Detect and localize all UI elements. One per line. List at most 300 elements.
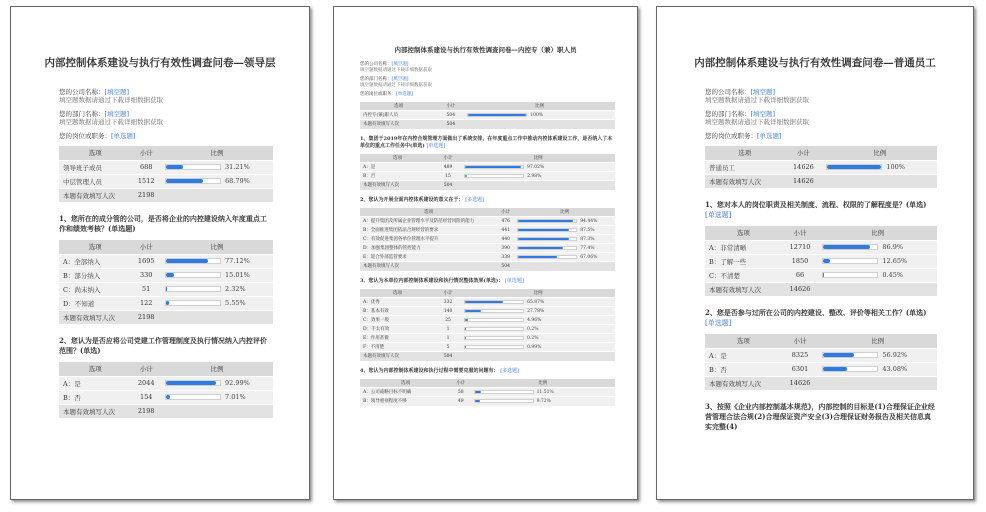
option-ratio xyxy=(161,174,273,188)
post-field: 您的岗位或职务：[单选题] xyxy=(360,92,414,97)
ratio-bar xyxy=(474,399,534,403)
option-label: D：加强集团整体的管控能力 xyxy=(360,244,497,253)
ratio-bar xyxy=(822,244,878,250)
question-title: 2、您认为是否应将公司党建工作管理制度及执行情况纳入内控评价范围？(单选) xyxy=(59,336,267,355)
option-ratio xyxy=(161,160,273,174)
option-ratio xyxy=(822,160,937,174)
ratio-percent: 7.01% xyxy=(225,393,246,401)
option-label: 领导班子成员 xyxy=(59,160,131,174)
table-row xyxy=(59,160,273,174)
ratio-percent: 100% xyxy=(886,163,905,171)
option-label: 中层管理人员 xyxy=(59,174,131,188)
ratio-bar-fill xyxy=(518,229,569,231)
ratio-percent: 12.65% xyxy=(882,257,908,265)
total-blank xyxy=(161,188,273,202)
column-header-ratio: 比例 xyxy=(471,379,615,388)
option-label: A：提升集团及所属企业管理水平及防范经营风险的能力 xyxy=(360,217,497,226)
company-note: 填空题数据请通过下载详细数据获取 xyxy=(705,96,809,104)
option-label: A：公司战略目标不明确 xyxy=(360,388,451,397)
option-ratio xyxy=(514,226,615,235)
ratio-bar-fill xyxy=(166,273,174,277)
company-field: 您的公司名称：[填空题] xyxy=(360,62,409,67)
option-label: F：不清楚 xyxy=(360,343,435,352)
ratio-bar-fill xyxy=(465,166,521,168)
option-label: B：部分纳入 xyxy=(59,268,131,282)
ratio-bar-fill xyxy=(475,391,482,393)
option-label: C：效果一般 xyxy=(360,316,435,325)
option-count: 1 xyxy=(435,334,461,343)
ratio-bar-fill xyxy=(166,381,216,385)
option-ratio xyxy=(818,254,937,268)
ratio-percent: 100% xyxy=(530,112,544,118)
ratio-bar-fill xyxy=(166,179,203,183)
question-title: 2、您认为开展全面内控体系建设的意义在于： [多选题] xyxy=(360,196,485,203)
ratio-percent: 77.12% xyxy=(225,257,250,265)
column-header-option: 选项 xyxy=(705,146,784,160)
column-header-option: 选项 xyxy=(59,362,131,376)
ratio-percent: 11.51% xyxy=(536,389,554,395)
table-row xyxy=(360,217,615,226)
total-count: 504 xyxy=(497,262,514,271)
table-row xyxy=(59,254,273,268)
ratio-bar xyxy=(464,300,524,304)
option-ratio xyxy=(161,390,273,404)
dept-field: 您的部门名称：[填空题] xyxy=(59,110,130,118)
total-count: 504 xyxy=(435,181,461,190)
option-count: 140 xyxy=(435,307,461,316)
dept-field: 您的部门名称：[填空题] xyxy=(360,77,409,82)
result-table xyxy=(705,334,937,390)
ratio-bar-fill xyxy=(823,273,824,277)
total-row xyxy=(705,282,937,296)
column-header-option: 选项 xyxy=(360,289,435,298)
ratio-percent: 87.5% xyxy=(580,227,595,233)
total-count: 2198 xyxy=(131,310,161,324)
ratio-bar xyxy=(822,272,878,278)
option-ratio xyxy=(818,240,937,254)
option-count: 2044 xyxy=(131,376,161,390)
option-count: 390 xyxy=(497,244,514,253)
table-row xyxy=(360,235,615,244)
option-ratio xyxy=(461,325,615,334)
option-label: C：不清楚 xyxy=(705,268,782,282)
ratio-percent: 68.79% xyxy=(225,177,250,185)
ratio-percent: 31.21% xyxy=(225,163,250,171)
ratio-percent: 56.92% xyxy=(882,351,908,359)
option-count: 6301 xyxy=(782,362,819,376)
option-count: 1 xyxy=(435,325,461,334)
column-header-count: 小计 xyxy=(782,334,819,348)
ratio-bar-fill xyxy=(465,328,466,330)
ratio-bar-fill xyxy=(166,165,183,169)
total-row xyxy=(705,174,937,188)
column-header-count: 小计 xyxy=(451,379,471,388)
ratio-bar xyxy=(822,258,878,264)
option-count: 154 xyxy=(131,390,161,404)
option-count: 489 xyxy=(435,163,461,172)
option-ratio xyxy=(471,388,615,397)
option-ratio xyxy=(818,362,937,376)
result-table xyxy=(360,154,615,190)
ratio-percent: 65.87% xyxy=(527,299,545,305)
ratio-percent: 86.9% xyxy=(882,243,904,251)
total-label: 本题有效填写人次 xyxy=(59,310,131,324)
dept-note: 填空题数据请通过下载详细数据获取 xyxy=(705,118,809,126)
table-row xyxy=(59,376,273,390)
table-row xyxy=(360,172,615,181)
table-row xyxy=(360,307,615,316)
column-header-option: 选项 xyxy=(59,146,131,160)
ratio-percent: 2.32% xyxy=(225,285,246,293)
total-label: 本题有效填写人次 xyxy=(59,188,131,202)
option-count: 25 xyxy=(435,316,461,325)
total-label: 本题有效填写人次 xyxy=(360,262,497,271)
ratio-bar-fill xyxy=(465,319,468,321)
column-header-ratio: 比例 xyxy=(514,208,615,217)
ratio-bar xyxy=(165,178,221,184)
ratio-bar-fill xyxy=(465,337,466,339)
total-blank xyxy=(161,404,273,418)
question-title: 1、您对本人的岗位职责及相关制度、流程、权限的了解程度是？(单选) [单选题] xyxy=(705,200,927,219)
total-count: 14626 xyxy=(782,376,819,390)
option-count: 5 xyxy=(435,343,461,352)
option-label: A：非常清晰 xyxy=(705,240,782,254)
ratio-bar xyxy=(517,246,577,250)
column-header-ratio: 比例 xyxy=(161,240,273,254)
column-header-ratio: 比例 xyxy=(818,334,937,348)
option-count: 51 xyxy=(131,282,161,296)
company-field: 您的公司名称：[填空题] xyxy=(705,88,776,96)
ratio-bar xyxy=(464,345,524,349)
ratio-bar-fill xyxy=(823,353,854,357)
result-table xyxy=(705,146,937,188)
option-label: 普通员工 xyxy=(705,160,784,174)
table-row xyxy=(59,174,273,188)
total-blank xyxy=(461,181,615,190)
option-ratio xyxy=(461,163,615,172)
option-label: D：不太有效 xyxy=(360,325,435,334)
column-header-ratio: 比例 xyxy=(818,226,937,240)
total-blank xyxy=(822,174,937,188)
ratio-bar-fill xyxy=(166,259,208,263)
ratio-percent: 67.06% xyxy=(580,254,598,260)
ratio-bar-fill xyxy=(465,301,503,303)
total-row xyxy=(705,376,937,390)
column-header-count: 小计 xyxy=(131,240,161,254)
ratio-bar xyxy=(165,164,221,170)
table-row xyxy=(360,163,615,172)
ratio-bar xyxy=(464,327,524,331)
result-table xyxy=(59,362,273,418)
table-row xyxy=(705,362,937,376)
ratio-bar-fill xyxy=(518,238,569,240)
ratio-percent: 92.99% xyxy=(225,379,250,387)
dept-field: 您的部门名称：[填空题] xyxy=(705,110,776,118)
total-label: 本题有效填写人次 xyxy=(59,404,131,418)
option-count: 122 xyxy=(131,296,161,310)
column-header-ratio: 比例 xyxy=(161,362,273,376)
table-row xyxy=(360,343,615,352)
company-note: 填空题数据请通过下载详细数据获取 xyxy=(59,96,163,104)
dept-note: 填空题数据请通过下载详细数据获取 xyxy=(59,118,163,126)
ratio-bar xyxy=(826,164,882,170)
option-label: B：全面推进集团依法合规经营的要求 xyxy=(360,226,497,235)
column-header-option: 选项 xyxy=(705,334,782,348)
total-blank xyxy=(818,282,937,296)
table-row xyxy=(360,325,615,334)
ratio-bar-fill xyxy=(823,245,870,249)
ratio-bar-fill xyxy=(823,367,846,371)
ratio-bar-fill xyxy=(518,256,557,258)
option-count: 338 xyxy=(497,253,514,262)
table-row xyxy=(360,397,615,406)
total-count: 2198 xyxy=(131,188,161,202)
question-title: 1、集团于2019年在内控合规管理方面做出了系统安排，在年度重点工作中推动内控体系建设工作，是否纳入了本单位的重点工作任务中(单选) [单选题] xyxy=(360,135,613,149)
ratio-bar xyxy=(822,352,878,358)
total-label: 本题有效填写人次 xyxy=(705,376,782,390)
column-header-ratio: 比例 xyxy=(461,154,615,163)
ratio-percent: 15.01% xyxy=(225,271,250,279)
table-row xyxy=(360,316,615,325)
option-ratio xyxy=(161,268,273,282)
option-label: A：优秀 xyxy=(360,298,435,307)
ratio-bar xyxy=(165,300,221,306)
ratio-bar-fill xyxy=(166,287,167,291)
option-ratio xyxy=(161,254,273,268)
option-label: A：是 xyxy=(705,348,782,362)
result-table xyxy=(360,379,615,406)
total-label: 本题有效填写人次 xyxy=(360,181,435,190)
table-row xyxy=(705,348,937,362)
option-ratio xyxy=(161,282,273,296)
total-row xyxy=(360,181,615,190)
column-header-option: 选项 xyxy=(360,208,497,217)
table-row xyxy=(705,254,937,268)
ratio-percent: 94.44% xyxy=(580,218,598,224)
page-title: 内部控制体系建设与执行有效性调查问卷—领导层 xyxy=(44,57,276,69)
ratio-bar-fill xyxy=(468,114,526,116)
ratio-bar xyxy=(165,286,221,292)
column-header-count: 小计 xyxy=(131,362,161,376)
column-header-count: 小计 xyxy=(784,146,822,160)
result-table xyxy=(59,240,273,324)
table-row xyxy=(59,268,273,282)
question-title: 2、您是否参与过所在公司的内控建设、整改、评价等相关工作？(单选) [单选题] xyxy=(705,308,927,327)
ratio-bar-fill xyxy=(475,400,481,402)
ratio-bar-fill xyxy=(823,259,830,263)
option-count: 688 xyxy=(131,160,161,174)
ratio-bar xyxy=(165,258,221,264)
column-header-count: 小计 xyxy=(497,208,514,217)
table-row xyxy=(705,240,937,254)
table-row xyxy=(360,388,615,397)
ratio-bar-fill xyxy=(465,310,481,312)
table-row xyxy=(360,298,615,307)
ratio-bar xyxy=(517,228,577,232)
option-count: 441 xyxy=(497,226,514,235)
question-title: 3、您认为本单位内部控制体系建设和执行情况整体效果(单选)： [单选题] xyxy=(360,277,524,284)
table-row xyxy=(59,390,273,404)
ratio-percent: 0.2% xyxy=(527,335,539,341)
company-note: 填空题数据请通过下载详细数据获取 xyxy=(360,67,432,73)
option-count: 14626 xyxy=(784,160,822,174)
total-row xyxy=(360,352,615,361)
option-count: 440 xyxy=(497,235,514,244)
ratio-percent: 5.55% xyxy=(225,299,246,307)
ratio-percent: 0.2% xyxy=(527,326,539,332)
option-count: 15 xyxy=(435,172,461,181)
option-ratio xyxy=(514,235,615,244)
total-row xyxy=(59,188,273,202)
option-ratio xyxy=(514,244,615,253)
option-label: C：尚未纳入 xyxy=(59,282,131,296)
total-blank xyxy=(514,262,615,271)
option-label: E：作用甚微 xyxy=(360,334,435,343)
total-row xyxy=(360,120,615,129)
column-header-option: 选项 xyxy=(59,240,131,254)
table-row xyxy=(59,282,273,296)
ratio-bar xyxy=(165,272,221,278)
ratio-bar xyxy=(517,219,577,223)
option-label: D：不知道 xyxy=(59,296,131,310)
ratio-bar xyxy=(822,366,878,372)
table-row xyxy=(705,268,937,282)
ratio-bar-fill xyxy=(827,165,881,169)
column-header-ratio: 比例 xyxy=(461,289,615,298)
ratio-bar-fill xyxy=(518,247,563,249)
ratio-bar-fill xyxy=(166,395,170,399)
option-label: E：迎合外部监管要求 xyxy=(360,253,497,262)
ratio-bar xyxy=(464,318,524,322)
document-page-leader xyxy=(10,6,310,500)
option-label: B：否 xyxy=(705,362,782,376)
option-ratio xyxy=(818,268,937,282)
document-page-internal-control-staff xyxy=(333,6,638,500)
total-blank xyxy=(461,352,615,361)
ratio-bar xyxy=(165,394,221,400)
option-ratio xyxy=(461,172,615,181)
total-count: 14626 xyxy=(782,282,819,296)
option-label: B：否 xyxy=(360,172,435,181)
table-row xyxy=(360,111,615,120)
table-row xyxy=(360,226,615,235)
option-count: 332 xyxy=(435,298,461,307)
total-count: 14626 xyxy=(784,174,822,188)
page-title: 内部控制体系建设与执行有效性调查问卷—内控专（兼）职人员 xyxy=(394,46,577,54)
post-field: 您的岗位或职务：[单选题] xyxy=(705,132,782,140)
table-row xyxy=(360,244,615,253)
column-header-ratio: 比例 xyxy=(822,146,937,160)
result-table xyxy=(360,208,615,271)
dept-note: 填空题数据请通过下载详细数据获取 xyxy=(360,82,432,88)
option-ratio xyxy=(514,253,615,262)
ratio-bar-fill xyxy=(518,220,573,222)
option-count: 330 xyxy=(131,268,161,282)
option-count: 504 xyxy=(437,111,464,120)
ratio-percent: 0.99% xyxy=(527,344,542,350)
option-ratio xyxy=(161,376,273,390)
column-header-count: 小计 xyxy=(782,226,819,240)
option-count: 66 xyxy=(782,268,819,282)
page-content xyxy=(11,88,309,418)
ratio-percent: 0.45% xyxy=(882,271,904,279)
page-title: 内部控制体系建设与执行有效性调查问卷—普通员工 xyxy=(694,57,936,69)
total-row xyxy=(59,310,273,324)
ratio-bar xyxy=(517,237,577,241)
option-label: A：全部纳入 xyxy=(59,254,131,268)
option-ratio xyxy=(464,111,615,120)
total-blank xyxy=(464,120,615,129)
column-header-count: 小计 xyxy=(435,154,461,163)
option-ratio xyxy=(461,307,615,316)
ratio-bar xyxy=(464,165,524,169)
ratio-bar xyxy=(165,380,221,386)
ratio-bar-fill xyxy=(465,175,467,177)
option-label: 内控专(兼)职人员 xyxy=(360,111,437,120)
option-count: 49 xyxy=(451,397,471,406)
ratio-percent: 43.08% xyxy=(882,365,908,373)
result-table xyxy=(360,289,615,361)
option-count: 12710 xyxy=(782,240,819,254)
option-ratio xyxy=(461,298,615,307)
page-content xyxy=(657,88,973,432)
ratio-bar xyxy=(474,390,534,394)
ratio-percent: 27.78% xyxy=(527,308,545,314)
option-count: 58 xyxy=(451,388,471,397)
column-header-ratio: 比例 xyxy=(161,146,273,160)
question-title: 4、您认为内部控制体系建设和执行过程中需要克服的问题有： [多选题] xyxy=(360,367,520,374)
document-page-staff xyxy=(656,6,974,500)
table-row xyxy=(59,296,273,310)
option-ratio xyxy=(161,296,273,310)
ratio-percent: 87.3% xyxy=(580,236,595,242)
total-row xyxy=(59,404,273,418)
total-blank xyxy=(818,376,937,390)
column-header-option: 选项 xyxy=(705,226,782,240)
column-header-option: 选项 xyxy=(360,102,437,111)
ratio-bar xyxy=(464,309,524,313)
question-title: 3、按照《企业内部控制基本规范》，内部控制的目标是(1)合理保证企业经营管理合法合规(2)合理保证资产安全(3)合理保证财务报告及相关信息真实完整(4) xyxy=(705,402,935,431)
total-label: 本题有效填写人次 xyxy=(360,352,435,361)
ratio-bar xyxy=(467,113,527,117)
column-header-count: 小计 xyxy=(435,289,461,298)
result-table xyxy=(705,226,937,296)
result-table xyxy=(360,102,615,129)
post-field: 您的岗位或职务：[单选题] xyxy=(59,132,136,140)
ratio-percent: 4.96% xyxy=(527,317,542,323)
option-label: B：了解一些 xyxy=(705,254,782,268)
result-table xyxy=(59,146,273,202)
option-ratio xyxy=(461,316,615,325)
option-ratio xyxy=(818,348,937,362)
table-row xyxy=(360,334,615,343)
option-label: A：是 xyxy=(59,376,131,390)
column-header-ratio: 比例 xyxy=(464,102,615,111)
column-header-count: 小计 xyxy=(437,102,464,111)
column-header-count: 小计 xyxy=(131,146,161,160)
option-label: C：有效促进集团各单位管理水平提升 xyxy=(360,235,497,244)
option-ratio xyxy=(461,334,615,343)
option-label: B：领导重视程度不够 xyxy=(360,397,451,406)
ratio-bar xyxy=(464,174,524,178)
option-ratio xyxy=(514,217,615,226)
total-row xyxy=(360,262,615,271)
option-ratio xyxy=(461,343,615,352)
table-row xyxy=(360,253,615,262)
column-header-option: 选项 xyxy=(360,154,435,163)
option-label: B：基本有效 xyxy=(360,307,435,316)
ratio-percent: 9.72% xyxy=(536,398,551,404)
